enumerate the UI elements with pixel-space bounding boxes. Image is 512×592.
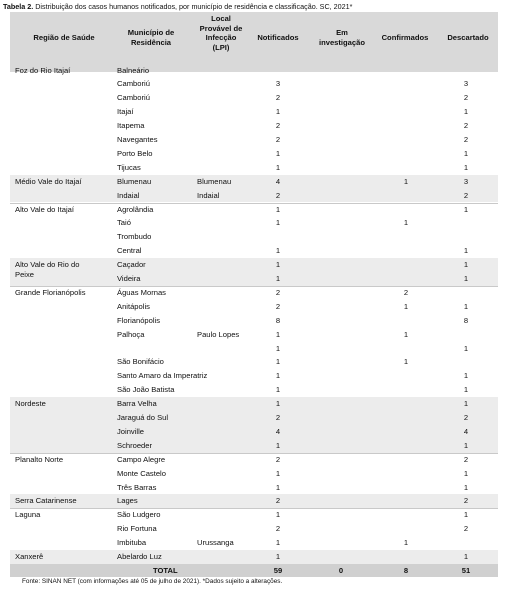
descartado-cell: 1 [463, 107, 469, 117]
notificados-cell: 1 [275, 552, 281, 561]
descartado-cell: 1 [463, 246, 469, 256]
region-name: Peixe [15, 269, 34, 279]
region-name: Alto Vale do Rio do [15, 260, 80, 270]
municipio-cell: Jaraguá do Sul [117, 413, 169, 422]
notificados-cell: 8 [275, 315, 281, 325]
descartado-cell: 2 [463, 454, 469, 464]
region-block [10, 64, 498, 175]
descartado-cell: 1 [463, 399, 469, 409]
total-label: TOTAL [153, 566, 178, 575]
region-block [10, 203, 498, 259]
descartado-cell: 1 [463, 301, 469, 311]
municipio-cell: Três Barras [117, 482, 157, 492]
table-footnote: Fonte: SINAN NET (com informações até 05 de julho de 2021). *Dados sujeito a alterações. [22, 578, 283, 585]
region-name: Laguna [15, 510, 41, 520]
descartado-cell: 1 [463, 510, 469, 520]
descartado-cell: 1 [463, 274, 469, 283]
header-lpi-line4: (LPI) [212, 42, 230, 52]
municipio-cell: Barra Velha [117, 399, 157, 409]
region-block [10, 508, 498, 550]
header-investigacao [311, 28, 373, 47]
municipio-cell: Lages [117, 496, 138, 506]
municipio-cell: Joinville [117, 426, 145, 436]
notificados-cell: 1 [275, 329, 281, 339]
confirmados-cell: 1 [403, 357, 409, 367]
notificados-cell: 1 [275, 260, 281, 270]
region-name: Planalto Norte [15, 454, 64, 464]
notificados-cell: 2 [275, 190, 281, 200]
notificados-cell: 2 [275, 301, 281, 311]
header-lpi-line2: Provável de [199, 23, 243, 33]
header-regiao: Região de Saúde [33, 33, 95, 42]
header-lpi [191, 14, 251, 52]
notificados-cell: 1 [275, 482, 281, 492]
municipio-cell: Navegantes [117, 135, 158, 144]
region-block [10, 397, 498, 453]
municipio-cell: Rio Fortuna [117, 524, 157, 534]
descartado-cell: 2 [463, 496, 469, 506]
municipio-cell: Santo Amaro da Imperatriz [117, 371, 208, 381]
notificados-cell: 1 [275, 148, 281, 158]
region-name: Nordeste [15, 399, 46, 409]
confirmados-cell: 1 [403, 301, 409, 311]
caption-label: Tabela 2. [3, 2, 34, 11]
notificados-cell: 1 [275, 343, 281, 353]
region-block [10, 550, 498, 564]
header-confirmados: Confirmados [381, 33, 429, 42]
confirmados-cell: 1 [403, 538, 409, 548]
municipio-cell: Taió [117, 218, 131, 228]
total-confirmados: 8 [403, 566, 409, 575]
municipio-cell: Anitápolis [117, 301, 150, 311]
descartado-cell: 1 [463, 260, 469, 270]
municipio-cell: Itajaí [117, 107, 134, 117]
header-lpi-line3: Infecção [205, 33, 237, 43]
descartado-cell: 2 [463, 190, 469, 200]
notificados-cell: 1 [275, 440, 281, 450]
notificados-cell: 1 [275, 107, 281, 117]
municipio-cell: Camboriú [117, 93, 150, 103]
region-name: Grande Florianópolis [15, 287, 86, 297]
notificados-cell: 1 [275, 538, 281, 548]
lpi-cell: Urussanga [197, 538, 234, 548]
descartado-cell: 1 [463, 482, 469, 492]
notificados-cell: 4 [275, 176, 281, 186]
notificados-cell: 2 [275, 454, 281, 464]
descartado-cell: 1 [463, 552, 469, 561]
descartado-cell: 3 [463, 176, 469, 186]
descartado-cell: 1 [463, 162, 469, 172]
notificados-cell: 1 [275, 385, 281, 395]
municipio-cell: Camboriú [117, 79, 150, 89]
descartado-cell: 1 [463, 371, 469, 381]
region-name: Médio Vale do Itajaí [15, 176, 82, 186]
total-notificados: 59 [273, 566, 283, 575]
region-name: Serra Catarinense [15, 496, 77, 506]
descartado-cell: 2 [463, 121, 469, 131]
notificados-cell: 1 [275, 162, 281, 172]
header-lpi-line1: Local [211, 14, 231, 23]
region-block [10, 258, 498, 286]
notificados-cell: 2 [275, 93, 281, 103]
total-descartado: 51 [461, 566, 471, 575]
header-notificados: Notificados [257, 33, 299, 42]
descartado-cell: 1 [463, 440, 469, 450]
notificados-cell: 1 [275, 274, 281, 283]
header-investigacao-line2: investigação [318, 37, 365, 47]
descartado-cell: 2 [463, 413, 469, 422]
descartado-cell: 1 [463, 343, 469, 353]
municipio-cell: Videira [117, 274, 141, 283]
notificados-cell: 2 [275, 496, 281, 506]
municipio-cell: São Ludgero [117, 510, 161, 520]
descartado-cell: 1 [463, 385, 469, 395]
lpi-cell: Paulo Lopes [197, 329, 240, 339]
municipio-cell: Balneário [117, 65, 150, 75]
notificados-cell: 1 [275, 371, 281, 381]
total-investigacao: 0 [338, 566, 344, 575]
region-name: Alto Vale do Itajaí [15, 204, 74, 214]
total-row [10, 564, 498, 577]
region-name: Xanxerê [15, 552, 44, 561]
confirmados-cell: 1 [403, 176, 409, 186]
municipio-cell: Abelardo Luz [117, 552, 162, 561]
region-block [10, 453, 498, 495]
municipio-cell: Central [117, 246, 142, 256]
notificados-cell: 1 [275, 468, 281, 478]
lpi-cell: Blumenau [197, 176, 232, 186]
descartado-cell: 2 [463, 135, 469, 144]
municipio-cell: Caçador [117, 260, 146, 270]
header-descartado: Descartado [447, 33, 489, 42]
header-investigacao-line1: Em [336, 28, 348, 37]
table-caption [3, 2, 352, 11]
descartado-cell: 3 [463, 79, 469, 89]
header-municipio-line1: Município de [127, 28, 175, 37]
municipio-cell: Indaial [117, 190, 140, 200]
notificados-cell: 2 [275, 287, 281, 297]
descartado-cell: 8 [463, 315, 469, 325]
municipio-cell: Imbituba [117, 538, 147, 548]
municipio-cell: Águas Mornas [117, 287, 166, 297]
municipio-cell: São João Batista [117, 385, 175, 395]
confirmados-cell: 2 [403, 287, 409, 297]
notificados-cell: 4 [275, 426, 281, 436]
descartado-cell: 1 [463, 148, 469, 158]
descartado-cell: 4 [463, 426, 469, 436]
region-block [10, 286, 498, 397]
municipio-cell: Campo Alegre [117, 454, 166, 464]
descartado-cell: 2 [463, 93, 469, 103]
municipio-cell: Monte Castelo [117, 468, 166, 478]
municipio-cell: Schroeder [117, 440, 153, 450]
confirmados-cell: 1 [403, 218, 409, 228]
region-block [10, 175, 498, 203]
caption-text: Distribuição dos casos humanos notificados, por município de residência e classificação. SC, 2021* [33, 2, 353, 11]
notificados-cell: 2 [275, 121, 281, 131]
region-block [10, 494, 498, 508]
notificados-cell: 2 [275, 524, 281, 534]
notificados-cell: 2 [275, 413, 281, 422]
notificados-cell: 1 [275, 357, 281, 367]
descartado-cell: 1 [463, 468, 469, 478]
municipio-cell: São Bonifácio [117, 357, 164, 367]
notificados-cell: 1 [275, 218, 281, 228]
municipio-cell: Porto Belo [117, 148, 153, 158]
region-name: Foz do Rio Itajaí [15, 65, 71, 75]
descartado-cell: 1 [463, 204, 469, 214]
confirmados-cell: 1 [403, 329, 409, 339]
notificados-cell: 3 [275, 79, 281, 89]
lpi-cell: Indaial [197, 190, 220, 200]
municipio-cell: Agrolândia [117, 204, 154, 214]
header-municipio-line2: Residência [130, 37, 172, 47]
notificados-cell: 1 [275, 246, 281, 256]
municipio-cell: Palhoça [117, 329, 145, 339]
notificados-cell: 2 [275, 135, 281, 144]
municipio-cell: Itapema [117, 121, 145, 131]
municipio-cell: Tijucas [117, 162, 141, 172]
notificados-cell: 1 [275, 204, 281, 214]
municipio-cell: Florianópolis [117, 315, 161, 325]
header-municipio [118, 28, 184, 47]
municipio-cell: Blumenau [117, 176, 152, 186]
notificados-cell: 1 [275, 510, 281, 520]
notificados-cell: 1 [275, 399, 281, 409]
descartado-cell: 2 [463, 524, 469, 534]
municipio-cell: Trombudo [117, 232, 152, 242]
